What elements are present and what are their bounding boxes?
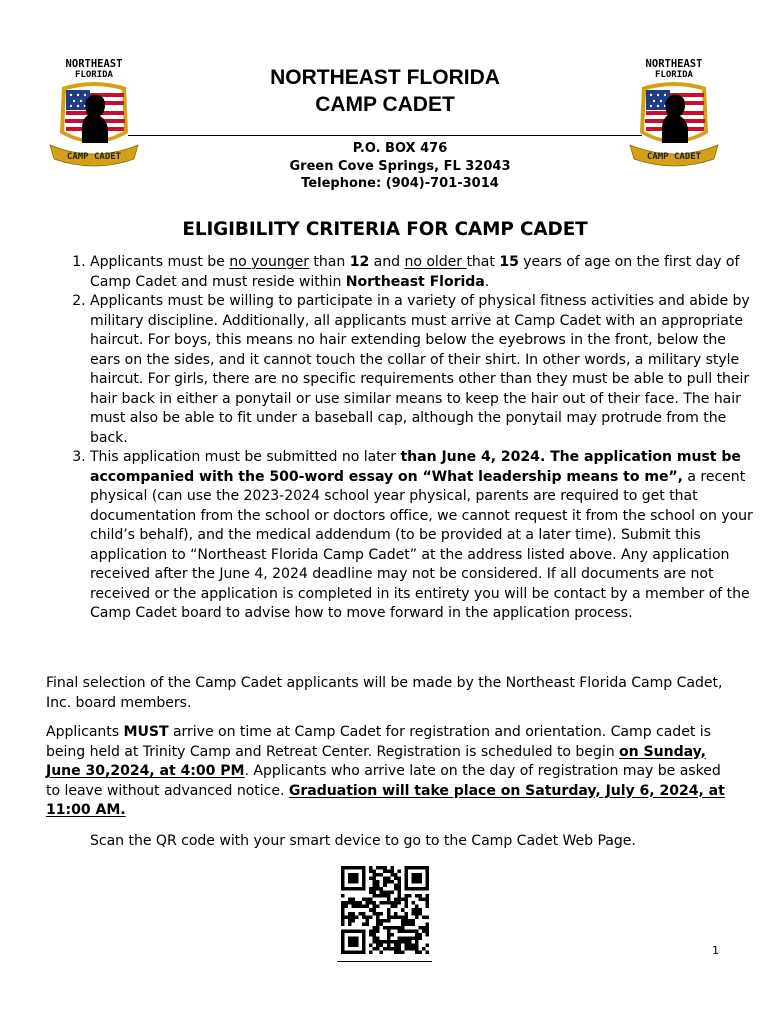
- mailing-address: [200, 140, 600, 193]
- max-age: 15: [499, 254, 519, 270]
- qr-underline: [337, 961, 432, 962]
- eligibility-criteria-list: [48, 253, 760, 624]
- graduation-datetime: Graduation will take place on Saturday, July 6, 2024, at 11:00 AM.: [46, 782, 725, 818]
- title-line-northeast-florida: NORTHEAST FLORIDA: [270, 66, 500, 89]
- must-emphasis: MUST: [123, 724, 169, 740]
- registration-datetime: on Sunday, June 30,2024, at 4:00 PM: [46, 743, 706, 779]
- logo-text-northeast: NORTHEAST: [65, 58, 123, 70]
- criteria-item-application-deadline: 3. This application must be submitted no later than June 4, 2024. The application must be accompanied with the 500-word essay on “What leadership means to me”, a recent physical (can use the 2023-2024 school year physical, parents are required to get that documentation from the school or doctors office, we cannot request it from the school on your child’s behalf), and the medical addendum (to be provided at a later time). Submit this application to “Northeast Florida Camp Cadet” at the address listed above. Any application received after the June 4, 2024 deadline may not be considered. If all documents are not received or the application is completed in its entirety you will be contact by a member of the Camp Cadet board to advise how to move forward in the application process.: [90, 448, 760, 624]
- logo-text-florida: FLORIDA: [655, 70, 693, 80]
- logo-text-northeast: NORTHEAST: [645, 58, 703, 70]
- po-box: P.O. BOX 476: [352, 141, 448, 156]
- criteria-item-age: 1. Applicants must be no younger than 12 and no older that 15 years of age on the first day of Camp Cadet and must reside within Northeast Florida.: [90, 253, 760, 292]
- underlined-no-older: no older: [404, 254, 467, 270]
- city-state-zip: Green Cove Springs, FL 32043: [289, 158, 511, 174]
- criteria-item-fitness-haircut: 2. Applicants must be willing to participate in a variety of physical fitness activities and abide by military discipline. Additionally, all applicants must arrive at Camp Cadet with an appropriate haircut. For boys, this means no hair extending below the eyebrows in the front, below the ears on the sides, and it cannot touch the collar of their shirt. In other words, a military style haircut. For girls, there are no specific requirements other than they must be able to pull their hair back in either a ponytail or use similar means to keep the hair out of their face. The hair must also be able to fit under a baseball cap, although the ponytail may protrude from the back.: [90, 292, 760, 448]
- organization-title: [200, 64, 570, 118]
- logo-text-florida: FLORIDA: [75, 70, 113, 80]
- page-heading: ELIGIBILITY CRITERIA FOR CAMP CADET: [182, 219, 588, 240]
- deadline-essay-requirement: than June 4, 2024. The application must be accompanied with the 500-word essay on “What leadership means to me”,: [90, 449, 741, 485]
- scan-qr-instruction: Scan the QR code with your smart device to go to the Camp Cadet Web Page.: [90, 833, 636, 849]
- arrival-paragraph: Applicants MUST arrive on time at Camp Cadet for registration and orientation. Camp cadet is being held at Trinity Camp and Retreat Center. Registration is scheduled to begin on Sunday, June 30,2024, at 4:00 PM. Applicants who arrive late on the day of registration may be asked to leave without advanced notice. Graduation will take place on Saturday, July 6, 2024, at 11:00 AM.: [46, 724, 725, 818]
- logo-banner-text: CAMP CADET: [646, 152, 702, 162]
- title-line-camp-cadet: CAMP CADET: [315, 93, 455, 116]
- min-age: 12: [349, 254, 370, 270]
- underlined-no-younger: no younger: [229, 254, 309, 270]
- residence-region: Northeast Florida: [345, 273, 485, 290]
- logo-banner-text: CAMP CADET: [66, 152, 122, 162]
- camp-cadet-badge-logo-left: [48, 55, 140, 173]
- header-divider: [128, 135, 642, 136]
- telephone: Telephone: (904)-701-3014: [301, 176, 499, 191]
- page-number: 1: [712, 944, 719, 957]
- camp-cadet-badge-logo-right: [628, 55, 720, 173]
- qr-code[interactable]: [341, 866, 429, 954]
- final-selection-paragraph: Final selection of the Camp Cadet applicants will be made by the Northeast Florida Camp Cadet, Inc. board members.: [46, 675, 723, 711]
